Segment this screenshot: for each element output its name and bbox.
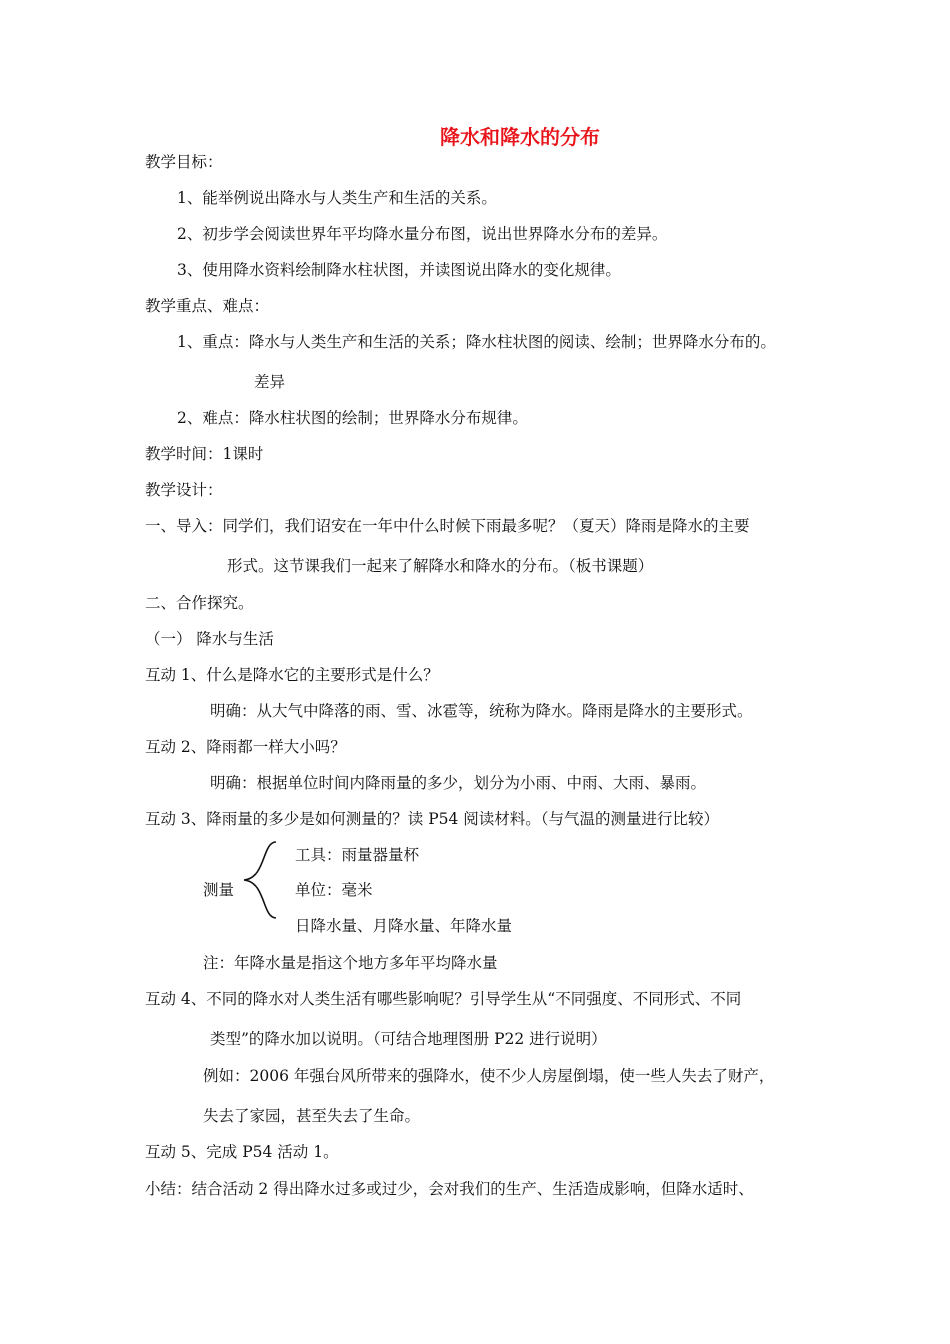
example-continuation: 失去了家园，甚至失去了生命。 [203, 1107, 421, 1125]
section-one-heading: （一） 降水与生活 [145, 630, 274, 648]
objective-item-2: 2、初步学会阅读世界年平均降水量分布图，说出世界降水分布的差异。 [177, 225, 668, 243]
interaction-1-answer: 明确：从大气中降落的雨、雪、冰雹等，统称为降水。降雨是降水的主要形式。 [210, 702, 753, 720]
objectives-heading: 教学目标： [145, 153, 223, 171]
interaction-2-answer: 明确：根据单位时间内降雨量的多少，划分为小雨、中雨、大雨、暴雨。 [210, 774, 707, 792]
design-heading: 教学设计： [145, 481, 223, 499]
example-paragraph: 例如：2006 年强台风所带来的强降水，使不少人房屋倒塌，使一些人失去了财产， [203, 1067, 775, 1085]
interaction-4-question: 互动 4、不同的降水对人类生活有哪些影响呢？引导学生从“不同强度、不同形式、不同 [145, 990, 742, 1008]
summary-paragraph: 小结：结合活动 2 得出降水过多或过少，会对我们的生产、生活造成影响，但降水适时、 [145, 1180, 754, 1198]
difficult-point-item: 2、难点：降水柱状图的绘制；世界降水分布规律。 [177, 409, 528, 427]
objective-item-3: 3、使用降水资料绘制降水柱状图，并读图说出降水的变化规律。 [177, 261, 621, 279]
measure-unit: 单位：毫米 [295, 881, 373, 899]
interaction-4-continuation: 类型”的降水加以说明。（可结合地理图册 P22 进行说明） [210, 1030, 607, 1048]
measure-tool: 工具：雨量器量杯 [295, 846, 420, 864]
interaction-3-question: 互动 3、降雨量的多少是如何测量的？读 P54 阅读材料。（与气温的测量进行比较） [145, 810, 720, 828]
part-two-heading: 二、合作探究。 [145, 594, 254, 612]
measure-label: 测量 [203, 881, 235, 899]
key-point-continuation: 差异 [254, 373, 286, 391]
curly-brace-icon [240, 840, 280, 920]
document-title: 降水和降水的分布 [440, 125, 600, 149]
teaching-time: 教学时间：1课时 [145, 445, 264, 463]
objective-item-1: 1、能举例说出降水与人类生产和生活的关系。 [177, 189, 497, 207]
interaction-1-question: 互动 1、什么是降水它的主要形式是什么？ [145, 666, 439, 684]
key-point-item: 1、重点：降水与人类生产和生活的关系；降水柱状图的阅读、绘制；世界降水分布的。 [177, 333, 776, 351]
intro-paragraph: 一、导入：同学们，我们诏安在一年中什么时候下雨最多呢？（夏天）降雨是降水的主要 [145, 517, 750, 535]
measure-types: 日降水量、月降水量、年降水量 [295, 917, 513, 935]
interaction-5: 互动 5、完成 P54 活动 1。 [145, 1143, 339, 1161]
annual-precipitation-note: 注：年降水量是指这个地方多年平均降水量 [203, 954, 498, 972]
key-points-heading: 教学重点、难点： [145, 297, 270, 315]
interaction-2-question: 互动 2、降雨都一样大小吗？ [145, 738, 346, 756]
intro-continuation: 形式。这节课我们一起来了解降水和降水的分布。（板书课题） [227, 557, 654, 575]
